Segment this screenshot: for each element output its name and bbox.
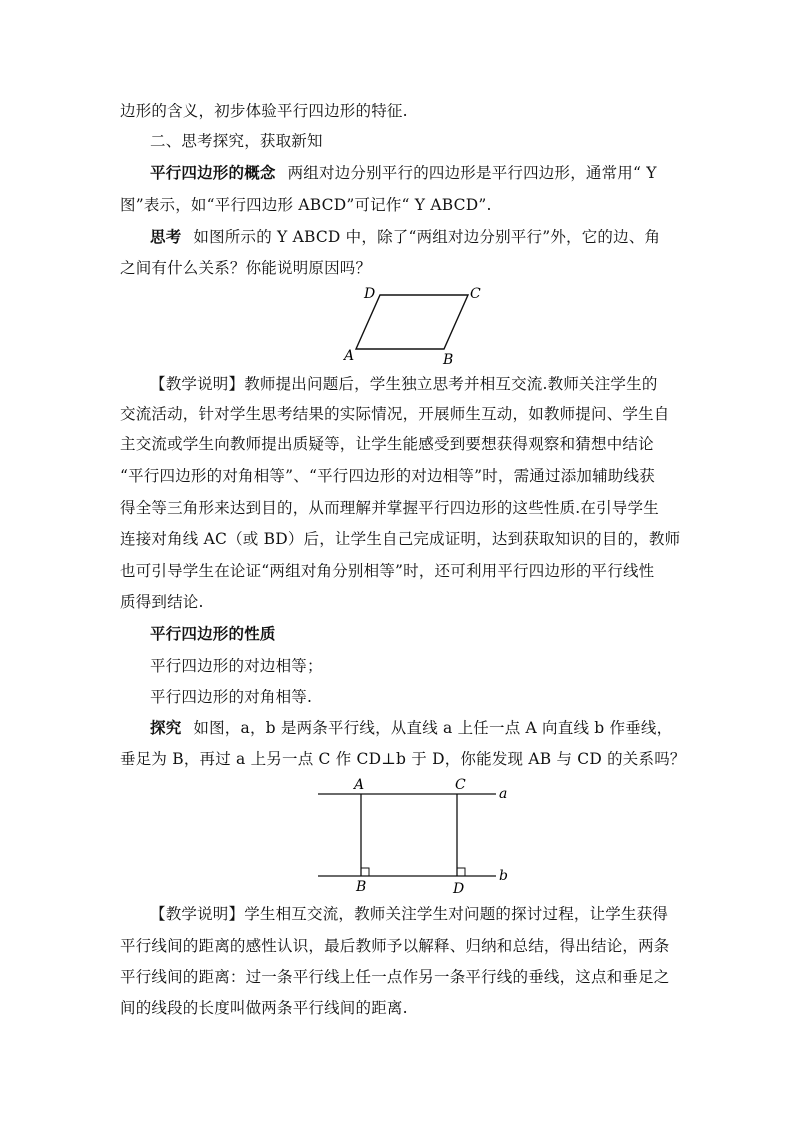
parallel-lines-figure (310, 770, 520, 896)
vertex-label-c: C (470, 286, 481, 302)
text-line: 交流活动，针对学生思考结果的实际情况，开展师生互动，如教师提问、学生自 (120, 405, 670, 423)
text-line: 【教学说明】教师提出问题后，学生独立思考并相互交流.教师关注学生的 (150, 375, 658, 393)
think-paragraph (150, 226, 710, 248)
point-label-d: D (453, 881, 465, 896)
text-line: 图”表示，如“平行四边形 ABCD”可记作“ Y ABCD”. (120, 196, 492, 214)
think-text: 如图所示的 Y ABCD 中，除了“两组对边分别平行”外，它的边、角 (193, 228, 661, 246)
right-angle-mark-d (457, 868, 465, 876)
property-item: 平行四边形的对角相等. (150, 688, 313, 706)
text-line: 平行线间的距离的感性认识，最后教师予以解释、归纳和总结，得出结论，两条 (120, 937, 670, 955)
text-line: 边形的含义，初步体验平行四边形的特征. (120, 102, 408, 120)
explore-term: 探究 (150, 718, 182, 737)
think-term: 思考 (150, 227, 182, 246)
explore-paragraph (150, 717, 710, 739)
property-item: 平行四边形的对边相等； (150, 657, 323, 675)
vertex-label-d: D (364, 286, 376, 302)
text-line: 质得到结论. (120, 593, 204, 611)
parallelogram-shape (356, 295, 468, 349)
text-line: “平行四边形的对角相等”、“平行四边形的对边相等”时，需通过添加辅助线获 (120, 467, 655, 485)
vertex-label-a: A (344, 348, 355, 364)
text-line: 平行线间的距离：过一条平行线上任一点作另一条平行线的垂线，这点和垂足之 (120, 968, 670, 986)
text-line: 也可引导学生在论证“两组对角分别相等”时，还可利用平行四边形的平行线性 (120, 562, 655, 580)
properties-heading: 平行四边形的性质 (150, 624, 276, 643)
concept-paragraph (150, 162, 710, 184)
vertex-label-b: B (443, 352, 454, 368)
parallelogram-figure (330, 280, 500, 370)
point-label-c: C (455, 777, 466, 793)
text-line: 【教学说明】学生相互交流，教师关注学生对问题的探讨过程，让学生获得 (150, 905, 669, 923)
text-line: 得全等三角形来达到目的，从而理解并掌握平行四边形的这些性质.在引导学生 (120, 499, 659, 517)
point-label-a: A (354, 777, 365, 793)
explore-text: 如图，a，b 是两条平行线，从直线 a 上任一点 A 向直线 b 作垂线， (193, 719, 673, 737)
point-label-b: B (356, 879, 367, 895)
line-label-b: b (499, 868, 508, 884)
text-line: 间的线段的长度叫做两条平行线间的距离. (120, 999, 408, 1017)
right-angle-mark-b (361, 868, 369, 876)
text-line: 之间有什么关系？你能说明原因吗？ (120, 259, 372, 277)
concept-text: 两组对边分别平行的四边形是平行四边形，通常用“ Y (287, 164, 657, 182)
line-label-a: a (499, 786, 508, 802)
text-line: 垂足为 B，再过 a 上另一点 C 作 CD⊥b 于 D，你能发现 AB 与 CD 的关系吗？ (120, 750, 686, 768)
text-line: 主交流或学生向教师提出质疑等，让学生能感受到要想获得观察和猜想中结论 (120, 435, 654, 453)
text-line: 连接对角线 AC（或 BD）后，让学生自己完成证明，达到获取知识的目的，教师 (120, 530, 681, 548)
concept-term: 平行四边形的概念 (150, 163, 276, 182)
section-heading: 二、思考探究，获取新知 (150, 132, 323, 150)
